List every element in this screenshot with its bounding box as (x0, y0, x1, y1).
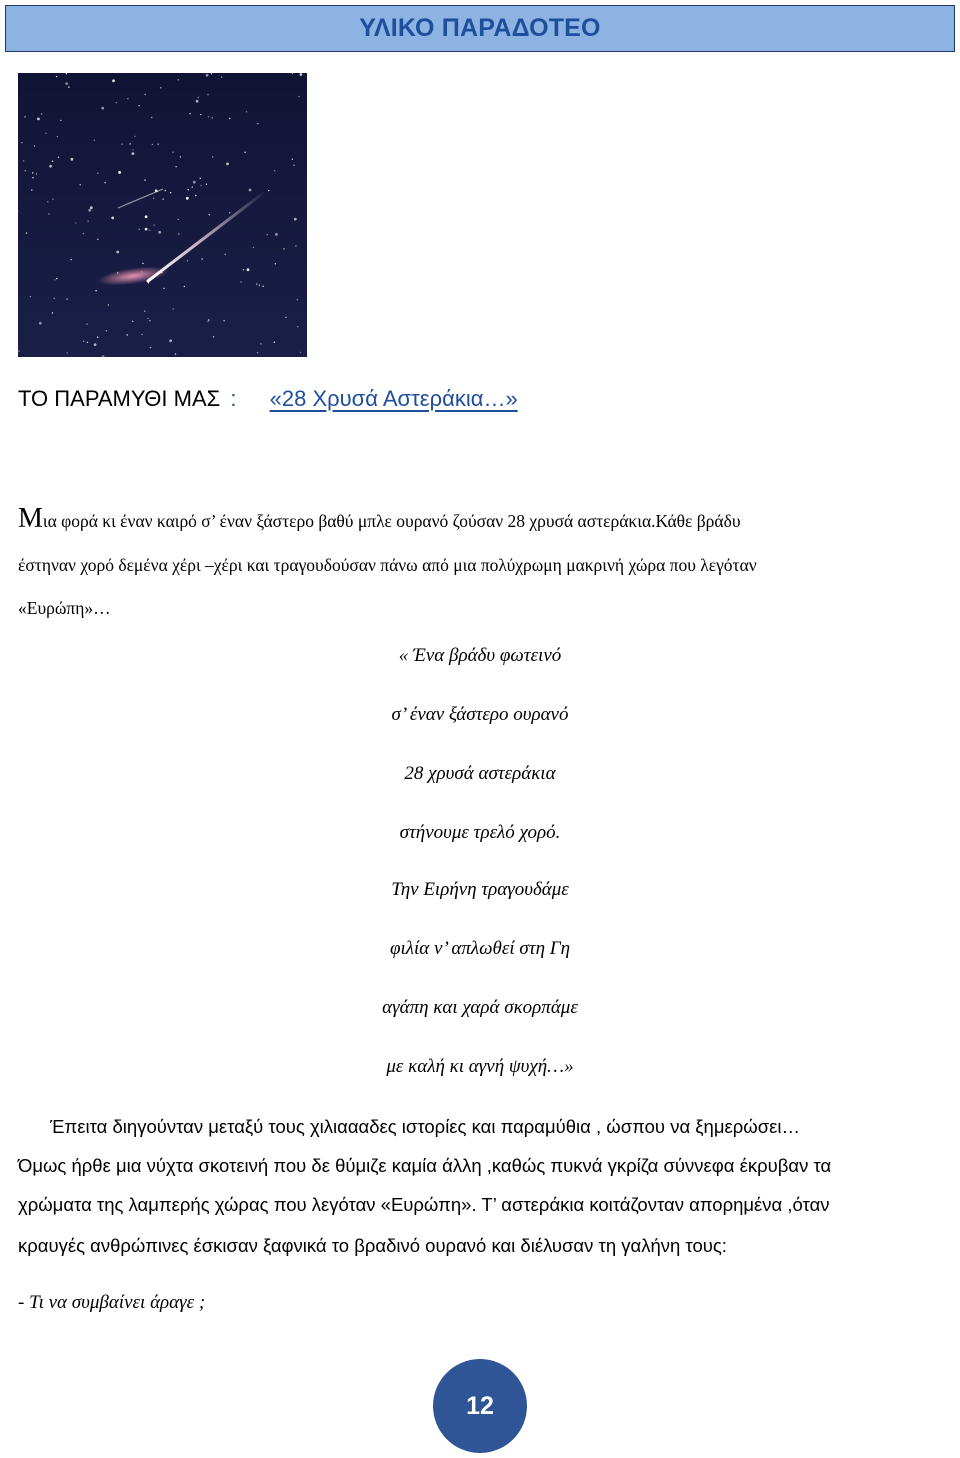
star (187, 260, 188, 261)
star (87, 221, 88, 222)
star (292, 159, 293, 160)
intro-line-3: «Ευρώπη»… (18, 598, 111, 618)
star (193, 181, 196, 184)
star (108, 304, 109, 305)
star (94, 343, 97, 346)
star (285, 317, 286, 318)
star (198, 97, 199, 98)
star (274, 170, 275, 171)
star (294, 218, 297, 221)
star (283, 248, 284, 249)
star (75, 222, 76, 223)
star (192, 186, 193, 187)
star (247, 268, 250, 271)
star (97, 337, 98, 338)
star (127, 334, 128, 335)
star (90, 206, 93, 209)
star (175, 353, 176, 354)
star (25, 170, 26, 171)
star (49, 165, 52, 168)
paragraph-2-line: κραυγές ανθρώπινες έσκισαν ξαφνικά το βραδινό ουρανό και διέλυσαν τη γαλήνη τους: (18, 1235, 727, 1256)
page-number: 12 (466, 1391, 494, 1420)
star (101, 107, 104, 110)
star (165, 190, 166, 191)
poem-line: φιλία ν’ απλωθεί στη Γη (390, 938, 570, 959)
star (18, 350, 19, 351)
story-title-label: ΤΟ ΠΑΡΑΜΥΘΙ ΜΑΣ (18, 386, 221, 411)
star (209, 214, 210, 215)
header-bar (5, 5, 955, 52)
star (178, 219, 179, 220)
star (112, 79, 115, 82)
star (54, 279, 55, 280)
star (213, 336, 214, 337)
star (52, 312, 53, 313)
star (160, 87, 161, 88)
star (41, 113, 42, 114)
star (200, 114, 201, 115)
star (145, 228, 148, 231)
star (142, 263, 143, 264)
star (268, 190, 269, 191)
star (297, 299, 298, 300)
star (175, 166, 176, 167)
star (178, 233, 179, 234)
star (275, 233, 278, 236)
star (87, 342, 88, 343)
star (141, 334, 142, 335)
star (257, 123, 258, 124)
poem-line: « Ένα βράδυ φωτεινό (398, 645, 562, 666)
star (259, 285, 260, 286)
star (184, 286, 185, 287)
star (147, 318, 148, 319)
star (211, 73, 212, 74)
star (116, 102, 117, 103)
star (48, 213, 49, 214)
poem-line: αγάπη και χαρά σκορπάμε (382, 997, 578, 1018)
star (52, 161, 53, 162)
star (26, 232, 27, 233)
star (173, 308, 174, 309)
star (188, 189, 189, 190)
star (267, 234, 268, 235)
star (151, 117, 152, 118)
star (201, 258, 202, 259)
star (186, 197, 189, 200)
star (206, 184, 207, 185)
star (80, 184, 81, 185)
star (243, 269, 244, 270)
paragraph-2-line: Έπειτα διηγούνταν μεταξύ τους χιλιαααδες ιστορίες και παραμύθια , ώσπου να ξημερώσει… (50, 1116, 800, 1137)
star (121, 144, 122, 145)
paragraph-2-line: Όμως ήρθε μια νύχτα σκοτεινή που δε θύμιζε καμία άλλη ,καθώς πυκνά γκρίζα σύννεφα έκρυβαν τα (18, 1155, 832, 1176)
star (24, 116, 25, 117)
star (300, 352, 301, 353)
star (88, 209, 91, 212)
star (223, 320, 224, 321)
star (68, 87, 69, 88)
star (225, 254, 226, 255)
star (249, 189, 252, 192)
star (158, 231, 161, 234)
star (60, 120, 61, 121)
star (207, 94, 208, 95)
star (139, 229, 140, 230)
star (172, 152, 173, 153)
star (70, 259, 71, 260)
star (150, 347, 151, 348)
star (257, 352, 258, 353)
star (83, 341, 84, 342)
star (58, 157, 59, 158)
star (157, 144, 158, 145)
star (86, 323, 87, 324)
star (152, 144, 153, 145)
star (300, 73, 303, 76)
night-sky-image (18, 73, 307, 357)
question-line: - Τι να συμβαίνει άραγε ; (18, 1292, 206, 1313)
star (94, 140, 95, 141)
star (226, 163, 229, 166)
poem-line: με καλή κι αγνή ψυχή…» (386, 1056, 574, 1077)
star (229, 212, 230, 213)
star (95, 290, 96, 291)
star (144, 310, 145, 311)
star (154, 224, 155, 225)
star (31, 189, 32, 190)
poem-line: Την Ειρήνη τραγουδάμε (391, 879, 569, 900)
star (207, 321, 208, 322)
star (293, 165, 294, 166)
star (256, 283, 257, 284)
star (127, 98, 128, 99)
star (145, 215, 148, 218)
star (106, 330, 107, 331)
poem-line: σ’ έναν ξάστερο ουρανό (391, 704, 569, 725)
star (37, 118, 40, 121)
poem-line: 28 χρυσά αστεράκια (404, 763, 556, 784)
star (153, 198, 154, 199)
star (149, 230, 150, 231)
star (169, 339, 172, 342)
star (178, 79, 179, 80)
star (212, 117, 213, 118)
star (138, 105, 139, 106)
star (65, 82, 68, 85)
star (260, 343, 261, 344)
star (67, 352, 68, 353)
star (163, 288, 164, 289)
star (36, 173, 37, 174)
star (23, 160, 24, 161)
star (253, 247, 254, 248)
star (274, 342, 275, 343)
star (295, 245, 296, 246)
star (208, 116, 209, 117)
star (132, 321, 133, 322)
star (83, 233, 84, 234)
star (200, 178, 201, 179)
star (134, 136, 135, 137)
star (118, 171, 121, 174)
star (21, 142, 22, 143)
star (196, 100, 199, 103)
star (54, 298, 55, 299)
story-title (18, 386, 518, 412)
poem-line: στήνουμε τρελό χορό. (399, 822, 561, 843)
star (71, 158, 74, 161)
star (144, 179, 145, 180)
star (45, 133, 46, 134)
star (116, 251, 119, 254)
star (32, 177, 33, 178)
star (130, 143, 131, 144)
star (145, 94, 146, 95)
star (180, 156, 181, 157)
star (206, 74, 209, 77)
star (56, 76, 57, 77)
star (47, 201, 48, 202)
star (149, 320, 150, 321)
star (189, 113, 190, 114)
star (244, 152, 245, 153)
star (52, 199, 53, 200)
star (221, 77, 222, 78)
star (162, 198, 163, 199)
star (170, 192, 171, 193)
star (275, 263, 276, 264)
star (111, 217, 114, 220)
star (212, 156, 213, 157)
star (66, 73, 67, 74)
star (97, 239, 98, 240)
star (263, 286, 264, 287)
star (104, 182, 105, 183)
star (246, 111, 247, 112)
star (132, 152, 135, 155)
star (32, 172, 33, 173)
star (297, 326, 298, 327)
header-title: ΥΛΙΚΟ ΠΑΡΑΔΟΤΕΟ (359, 14, 601, 42)
drop-cap: Μ (18, 503, 43, 534)
intro-line-2: έστηναν χορό δεμένα χέρι –χέρι και τραγουδούσαν πάνω από μια πολύχρωμη μακρινή χώρα που λεγόταν (18, 555, 757, 575)
star (34, 145, 35, 146)
star (200, 185, 201, 186)
star (66, 298, 67, 299)
story-name-link[interactable]: «28 Χρυσά Αστεράκια…» (269, 386, 518, 411)
story-title-colon: : (230, 386, 237, 411)
star (97, 173, 98, 174)
star (56, 278, 57, 279)
star (39, 322, 42, 325)
star (57, 136, 58, 137)
intro-line-1-text: ια φορά κι έναν καιρό σ’ έναν ξάστερο βαθύ μπλε ουρανό ζούσαν 28 χρυσά αστεράκια.Κάθε βράδυ (42, 511, 741, 531)
paragraph-2-line: χρώματα της λαμπερής χώρας που λεγόταν «Ευρώπη». Τ’ αστεράκια κοιτάζονταν απορημένα ,όταν (18, 1194, 830, 1215)
star (229, 118, 230, 119)
star (298, 96, 299, 97)
star (240, 281, 241, 282)
star (195, 195, 196, 196)
page-number-badge (433, 1359, 527, 1453)
star (30, 296, 31, 297)
star (132, 149, 133, 150)
intro-line-1 (18, 505, 740, 533)
star (208, 319, 209, 320)
